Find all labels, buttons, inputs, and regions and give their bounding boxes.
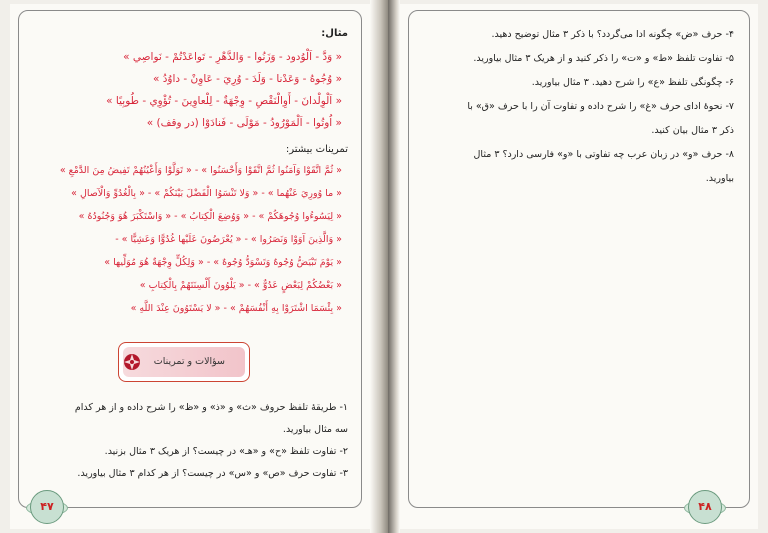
question-line: ۴- حرف «ض» چگونه ادا می‌گردد؟ با ذکر ۳ مثال توضیح دهید. [491,29,734,40]
book-spine-left [370,0,388,533]
exercise-line: « لِيَسُوءُوا وُجُوهَكُمْ » - « وَوُضِعَ الْكِتابُ » - « وَاسْتَكْبَرَ هُوَ وَجُنُودُهُ » [78,211,342,222]
exercise-line: « وَالَّذِينَ آوَوْا وَنَصَرُوا » - « يُعْرَضُونَ عَلَيْها غُدُوًّا وَعَشِيًّا » - [115,234,342,245]
exercises-heading: تمرینات بیشتر: [285,144,348,155]
exercise-line: « ثُمَّ اتَّقَوْا وَآمَنُوا ثُمَّ اتَّقَوْا وَأَحْسَنُوا » - « تَوَلَّوْا وَأَعْيُنُهُمْ تَفِيضُ مِنَ الدَّمْعِ » [59,165,342,176]
page-number: ۴۸ [688,490,722,524]
section-banner [118,342,250,382]
book-spine-right [388,0,400,533]
page-number: ۴۷ [30,490,64,524]
question-line: ۸- حرف «و» در زبان عرب چه تفاوتی با «و» فارسی دارد؟ ۳ مثال [473,149,734,160]
question-line: بیاورید. [705,173,734,184]
question-line: ۳- تفاوت حرف «ص» و «س» در چیست؟ از هر کدام ۳ مثال بیاورید. [77,468,348,479]
exercise-line: « ما وُورِيَ عَنْهُما » - « وَلا تَنْسَوُا الْفَضْلَ بَيْنَكُمْ » - « بِالْغُدُوِّ وَالْآصالِ » [71,188,342,199]
question-line: ۱- طریقهٔ تلفظ حروف «ث» و «ذ» و «ظ» را شرح داده و از هر کدام [74,402,348,413]
exercise-line: « يَوْمَ تَبْيَضُّ وُجُوهٌ وَتَسْوَدُّ وُجُوهٌ » - « وَلِكُلٍّ وِجْهَةٌ هُوَ مُوَلِّيها » [104,257,342,268]
question-line: ۵- تفاوت تلفظ «ط» و «ت» را ذکر کنید و از هریک ۳ مثال بیاورید. [473,53,734,64]
exercise-line: « بَعْضُكُمْ لِبَعْضٍ عَدُوٌّ » - « يَلْوُونَ أَلْسِنَتَهُمْ بِالْكِتابِ » [139,280,342,291]
example-line: « اُوتُوا - اَلْمَوْرُودُ - مَوْلَى - فَنادَوْا (در وقف) » [146,117,342,129]
examples-heading: مثال: [321,28,348,39]
question-line: ۶- چگونگی تلفظ «ع» را شرح دهید. ۳ مثال بیاورید. [531,77,734,88]
example-line: « وُجُوهُ - وَعَدْنا - وَلَدَ - وُرِيَ - عَاوِنْ - داوُدُ » [152,73,342,85]
right-page [400,4,758,529]
example-line: « وَدَّ - اَلْوُدود - وَزَنُوا - وَالدَّهْرِ - تَواعَدْتُمْ - نَواصِي » [123,51,342,63]
flower-ornament-icon [122,352,142,372]
question-line: ۷- نحوهٔ ادای حرف «غ» را شرح داده و تفاوت آن را با حرف «ق» با [467,101,734,112]
exercise-line: « بِئْسَمَا اشْتَرَوْا بِهِ أَنْفُسَهُمْ » - « لا يَسْتَوُونَ عِنْدَ اللَّهِ » [130,303,342,314]
example-line: « اَلْوِلْدانَ - أَوِالْنَقْصِ - وِجْهَةٌ - لِلْعاوِينَ - تُؤْوِي - طُوبِيًا » [106,95,342,107]
left-page [10,4,370,529]
banner-title: سؤالات و تمرینات [153,356,225,367]
question-line: ذکر ۳ مثال بیان کنید. [651,125,734,136]
question-line: سه مثال بیاورید. [282,424,348,435]
question-line: ۲- تفاوت تلفظ «ح» و «هـ» در چیست؟ از هریک ۳ مثال بزنید. [104,446,348,457]
